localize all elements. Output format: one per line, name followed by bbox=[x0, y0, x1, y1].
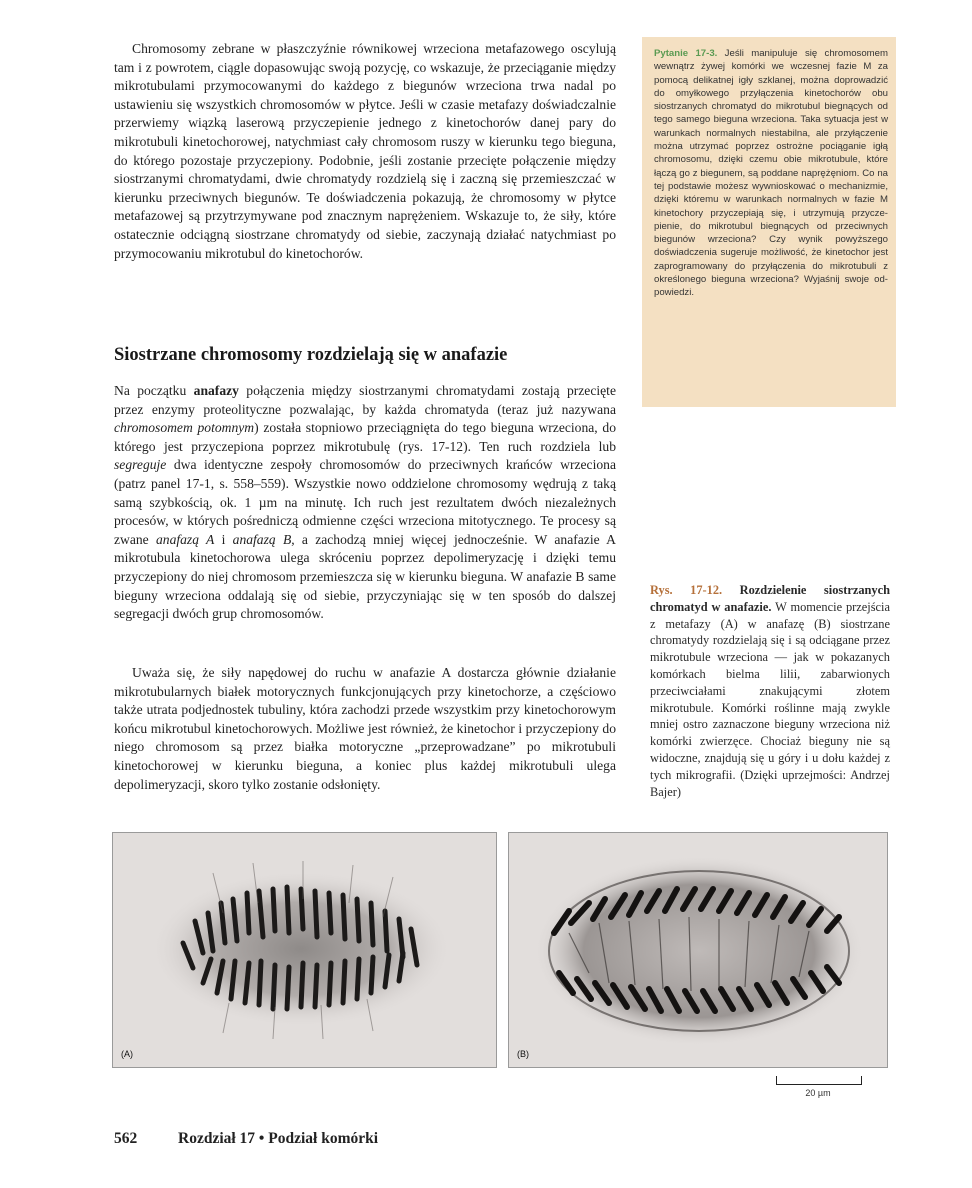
question-label: Pytanie 17-3. bbox=[654, 48, 718, 59]
p1-text-5: i bbox=[214, 531, 233, 547]
scale-bar bbox=[776, 1076, 862, 1085]
p1-text-2: połączenia między siostrzanymi chromatydami zostają przecięte przez enzymy proteolityczne pozwalając, by każda chromatyda (teraz już nazywana bbox=[114, 383, 616, 417]
panel-b-label: (B) bbox=[517, 1049, 529, 1059]
caption-number: Rys. 17-12. bbox=[650, 583, 723, 597]
anaphase-paragraph-2: Uważa się, że siły napędowej do ruchu w anafazie A dostarcza głównie działanie mikrotubularnych białek motorycznych funkcjonujących przy kinetochorze, a częściowo także utrata podjednostek tubuliny, która zachodzi przede wszystkim przy kinetochorowym końcu mikrotubul kinetochorowych. Możliwe jest również, że kinetochor i przyczepiony do niego chromosom są przez białka motoryczne „przeprowadzane” po mikrotubuli kinetochorowej w kierunku bieguna, a koniec plus każdej mikrotubuli ulega depolimeryzacji, skoro tylko zostanie odsłonięty. bbox=[114, 665, 616, 792]
term-anafaza-b: anafazą B bbox=[232, 531, 292, 547]
term-segreguje: segreguje bbox=[114, 457, 167, 473]
panel-a-label: (A) bbox=[121, 1049, 133, 1059]
term-anafaza: anafazy bbox=[193, 383, 239, 398]
micrograph-b-image bbox=[509, 833, 888, 1068]
caption-title: Rozdzielenie siostrzanych chromatyd w anafazie. bbox=[650, 583, 891, 614]
term-chromosom-potomny: chromosomem potomnym bbox=[114, 420, 255, 436]
scale-bar-label: 20 µm bbox=[805, 1088, 831, 1098]
caption-text: W momencie przejścia z metafazy (A) w anafazę (B) siostrzane chromatydy rozdzielają się i są odciągane przez mikrotubule wrzeciona — jak w pokazanych komórkach bielma lilii, zabarwionych przeciwciałami znakującymi złotem mikrotubule. Komórki roślinne mają zwykle mniej ostro zaznaczone bieguny wrzeciona niż komórki zwierzęce. Chociaż bieguny nie są widoczne, znajdują się u góry i u dołu każdej z tych mikrografii. (Dzięki uprzejmości: Andrzej Bajer) bbox=[650, 599, 890, 799]
anaphase-paragraph-1 bbox=[114, 382, 616, 624]
micrograph-a-image bbox=[113, 833, 497, 1068]
p1-text-3: ) została stopniowo przeciągnięta do tego bieguna wrzeciona, do którego jest przyczepiona poprzez mikrotubulę (rys. 17-12). Ten ruch rozdziela lub bbox=[114, 420, 617, 454]
micrograph-b bbox=[508, 832, 888, 1068]
figure-caption bbox=[650, 582, 890, 800]
p1-text-6: , a zachodzą mniej więcej jednocześnie. W anafazie A mikrotubula kinetochorowa ulega skróceniu poprzez depolimeryzację i dzięki temu przyczepiony do niej chromosom przemieszcza się w kierunku bieguna. W anafazie B same bieguny wrzeciona oddalają się od siebie, przyczyniając się w ten sposób do dalszej segregacji dwóch grup chromosomów. bbox=[114, 531, 616, 622]
section-heading: Siostrzane chromosomy rozdzielają się w anafazie bbox=[114, 345, 508, 365]
question-text: Jeśli manipuluje się chromosomem wewnątrz żywej komórki we wczesnej fazie M za pomocą delikatnej igły szklanej, można doprowadzić do omyłkowego przyłączenia kinetochorów obu siostrzanych chromatyd do mikrotubul biegnących od tego samego bieguna wrzeciona. Taka sytuacja jest w warunkach normalnych niestabilna, ale przyłączenie można utrzymać poprzez ostrożne pociąganie igłą chromosomu, dzięki czemu obie mikrotubule, które łączą go z biegunem, są poddane naprężęniom. Co na tej podstawie możesz wywnioskować o mechanizmie, dzięki któremu w warunkach normalnych w fazie M kinetochory przyczepiają się, i utrzymują przyczepienie, do mikrotubul biegnących od przeciwnych biegunów wrzeciona? Czy wynik powyższego doświadczenia sugeruje możliwość, że kinetochor jest zaprogramowany do przyłączenia do mikrotubuli z określonego bieguna wrzeciona? Wyjaśnij swoje odpowiedzi. bbox=[654, 48, 888, 299]
p1-text-1: Na początku bbox=[114, 383, 194, 398]
intro-paragraph: Chromosomy zebrane w płaszczyźnie równikowej wrzeciona metafazowego oscylują tam i z powrotem, ciągle dopasowując swoją pozycję, co wskazuje, że przeciąganie między mikrotubulami przymocowanymi do każdego z biegunów wrzeciona trwa nadal po ustawieniu się wszystkich chromosomów w płytce. Jeśli w czasie metafazy doświadczalnie przerwiemy wiązką laserową przyczepienie jednego z kinetochorów danej pary do mikrotubuli kinetochorowej, natychmiast cały chromosom ruszy w kierunku tego bieguna, do którego pozostaje przyczepiony. Podobnie, jeśli zostanie przecięte połączenie między siostrzanymi chromatydami, dwie chromatydy rozdzielą się i zaczną się przemieszczać w kierunku przeciwnych biegunów. Te doświadczenia pokazują, że chromosomy w płytce metafazowej są przytrzymywane pod znacznym naprężeniem. Wskazuje to, że siły, które ostatecznie odciągną siostrzane chromatydy od siebie, zaczynają działać natychmiast po przymocowaniu mikrotubul do kinetochorów. bbox=[114, 41, 616, 261]
micrograph-a bbox=[112, 832, 497, 1068]
chapter-title: Rozdział 17 • Podział komórki bbox=[178, 1130, 379, 1147]
page-number: 562 bbox=[114, 1130, 138, 1147]
p1-text-4: dwa identyczne zespoły chromosomów do przeciwnych krańców wrzeciona (patrz panel 17-1, s. 558–559). Wszystkie nowo oddzielone chromosomy wędrują z taką samą szybkością, ok. 1 µm na minutę. Ich ruch jest rezultatem dwóch niezależnych procesów, w których pośredniczą odmienne części wrzeciona mitotycznego. Te procesy są zwane bbox=[114, 457, 616, 547]
term-anafaza-a: anafazą A bbox=[155, 531, 215, 547]
question-box bbox=[642, 37, 896, 407]
